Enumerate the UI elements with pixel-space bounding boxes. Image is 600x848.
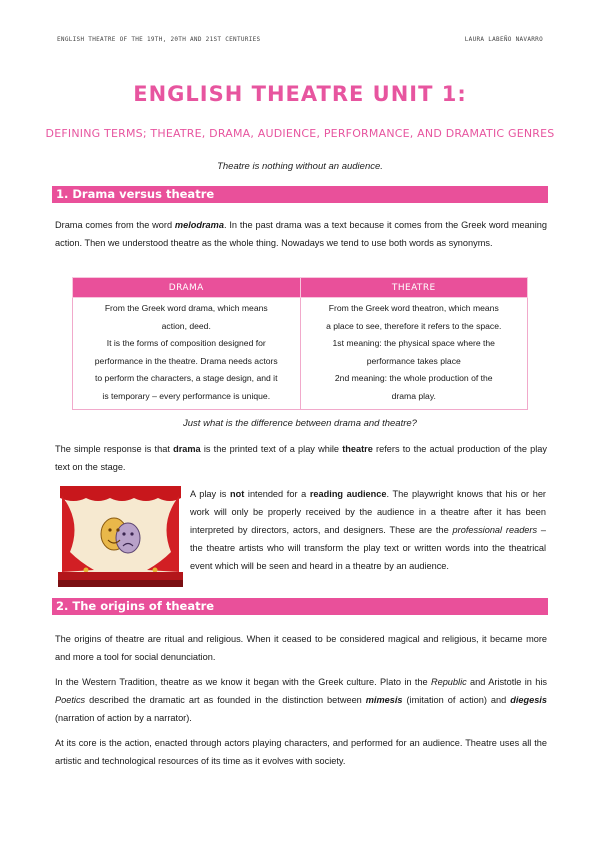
drama-line: It is the forms of composition designed for bbox=[106, 338, 266, 348]
tragedy-mask bbox=[116, 523, 140, 553]
theatre-line: performance takes place bbox=[366, 355, 461, 366]
drama-theatre-table bbox=[72, 277, 528, 410]
paragraph-origins-ritual: The origins of theatre are ritual and religious. When it ceased to be considered magical and religious, it became more and more a tool for social denunciation. bbox=[55, 634, 547, 662]
theatre-cell bbox=[300, 298, 528, 410]
theatre-line: 2nd meaning: the whole production of the bbox=[334, 373, 493, 383]
question-line: Just what is the difference between drama and theatre? bbox=[183, 418, 417, 429]
drama-line: is temporary – every performance is unique. bbox=[102, 390, 271, 401]
paragraph-core-action: At its core is the action, enacted through actors playing characters, and performed for an audience. Theatre uses all the artistic and technological resources of its time as it evolves with society. bbox=[55, 738, 547, 766]
theatre-stage-illustration bbox=[58, 482, 183, 587]
curtain-valance bbox=[60, 486, 181, 501]
page-subtitle: DEFINING TERMS; THEATRE, DRAMA, AUDIENCE, PERFORMANCE, AND DRAMATIC GENRES bbox=[45, 127, 555, 140]
drama-line: From the Greek word drama, which means bbox=[104, 303, 268, 313]
page-title: ENGLISH THEATRE UNIT 1: bbox=[133, 82, 467, 106]
tieback-left bbox=[84, 568, 89, 573]
paragraph-western-tradition: In the Western Tradition, theatre as we know it began with the Greek culture. Plato in the Republic and Aristotle in his Poetics described the dramatic art as founded in the distinction between mimesis (imitation of action) and diegesis (narration of action by a narrator). bbox=[55, 677, 547, 723]
drama-line: performance in the theatre. Drama needs actors bbox=[94, 355, 278, 366]
paragraph-reading-audience: A play is not intended for a reading audience. The playwright knows that his or her work will only be properly received by the audience in a theatre after it has been interpreted by directors, actors, and designers. These are the professional readers – the theatre artists who will transform the play text or written words into the theatrical event which will be seen and heard in a theatre by an audience. bbox=[190, 489, 546, 571]
stage-floor bbox=[58, 572, 183, 580]
drama-cell bbox=[73, 298, 301, 410]
paragraph-drama-origin: Drama comes from the word melodrama. In the past drama was a text because it comes from the Greek word meaning action. Then we understood theatre as the whole thing. Nowadays we tend to use both words as synonyms. bbox=[55, 220, 547, 248]
section-heading-origins: 2. The origins of theatre bbox=[52, 598, 548, 615]
running-header-left: ENGLISH THEATRE OF THE 19TH, 20TH AND 21ST CENTURIES bbox=[57, 36, 261, 43]
drama-line: action, deed. bbox=[161, 320, 211, 331]
theatre-line: 1st meaning: the physical space where the bbox=[332, 338, 495, 348]
table-header-theatre: THEATRE bbox=[300, 278, 528, 298]
theatre-line: drama play. bbox=[391, 390, 436, 401]
paragraph-simple-response: The simple response is that drama is the printed text of a play while theatre refers to the actual production of the play text on the stage. bbox=[55, 444, 547, 472]
theatre-line: From the Greek word theatron, which means bbox=[328, 303, 499, 313]
epigraph-quote: Theatre is nothing without an audience. bbox=[217, 161, 383, 172]
running-header-right: LAURA LABEÑO NAVARRO bbox=[464, 36, 543, 43]
theatre-line: a place to see, therefore it refers to the space. bbox=[326, 320, 502, 331]
drama-line: to perform the characters, a stage design, and it bbox=[95, 373, 278, 383]
table-header-drama: DRAMA bbox=[73, 278, 301, 298]
section-heading-drama-vs-theatre: 1. Drama versus theatre bbox=[52, 186, 548, 203]
tieback-right bbox=[153, 568, 158, 573]
